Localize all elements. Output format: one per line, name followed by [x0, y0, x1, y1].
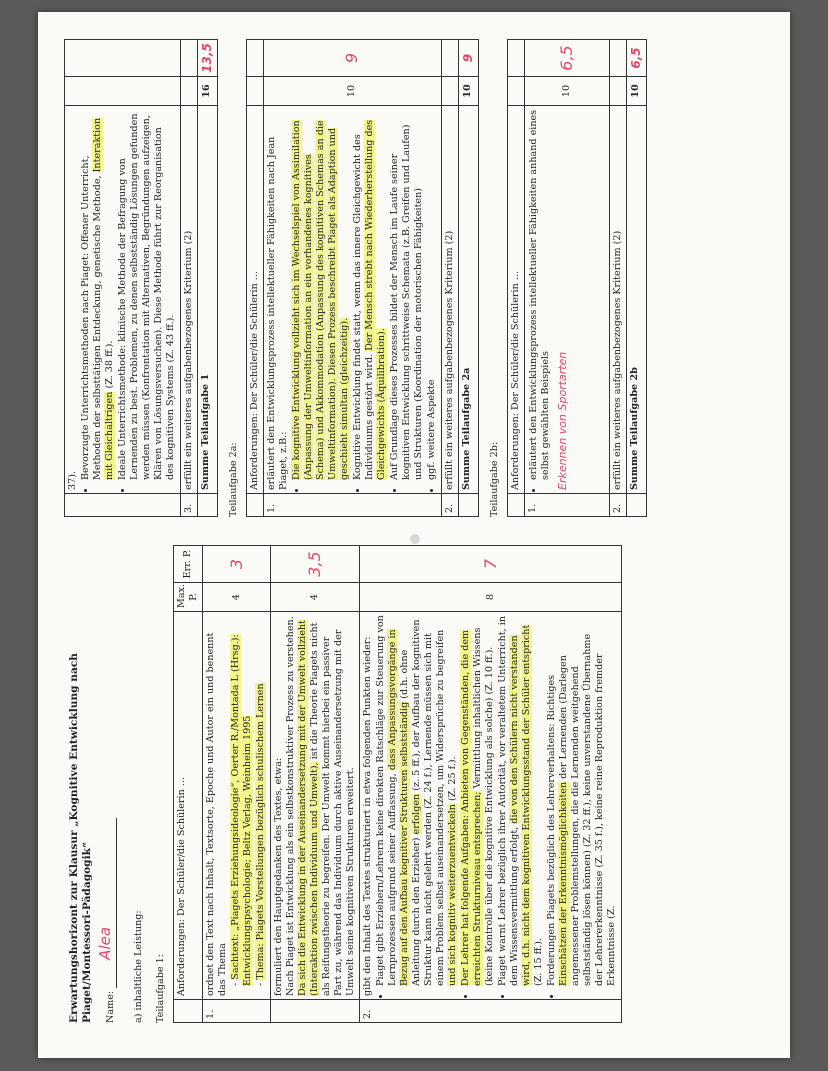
name-underline [96, 818, 117, 988]
highlighted-text: Interaktion mit Gleichaltrigen [91, 117, 115, 480]
handwritten-score: 7 [480, 558, 500, 570]
name-line [96, 545, 117, 1023]
handwritten-name: Alea [96, 926, 115, 960]
plain-text: (Z. 25 f.). [447, 756, 459, 801]
plain-text: (d.h. ohne Anleitung durch den Erzieher) [399, 649, 423, 986]
table-row [180, 40, 197, 517]
header-requirements: Anforderungen: Der Schüler/die Schülerin ... [507, 106, 524, 494]
requirement-text: ordnet den Text nach Inhalt, Textsorte, Epoche und Autor ein und benennt das Thema [205, 632, 229, 996]
header-err: Err. P. [174, 546, 203, 583]
plain-text: Piaget warnt Lehrer bezüglich ihrer Autorität, vor veraltetem Unterricht, in dem Wissensvermittlung erfolgt, [497, 615, 521, 986]
table-row [360, 546, 622, 1023]
plain-text: (Z. 38 ff.). [103, 340, 115, 389]
requirement-text: gibt den Inhalt des Textes strukturiert in etwa folgenden Punkten wieder: [362, 636, 374, 996]
plain-text: Nach Piaget ist Entwicklung als ein selbstkonstruktiver Prozess zu verstehen. [285, 616, 297, 996]
task1-table-continued [64, 39, 218, 517]
left-column [64, 545, 622, 1023]
highlighted-text: Thema: Piagets Vorstellungen bezüglich schulischem Lernen [255, 683, 267, 980]
plain-text: Piaget gibt Erziehern/Lehrern keine direkten Ratschläge zur Steuerung von Lernprozessen aufgrund seiner Auffassung, [375, 615, 399, 986]
table-header-row [507, 40, 524, 517]
continued-text: 37). [67, 470, 78, 490]
highlighted-text: Da sich die Entwicklung in der Auseinandersetzung mit der Umwelt vollzieht (Interaktion zwischen Individuum und Umwelt), [297, 620, 321, 996]
highlighted-text: die von den Schülern nicht verstanden wird, d.h. nicht dem kognitiven Entwicklungsstand der Schüler entspricht [509, 624, 533, 986]
requirement-list [528, 109, 552, 490]
plain-text: Forderungen Piagets bezüglich des Lehrerverhaltens: Richtiges [545, 674, 557, 986]
plain-text: der Lernenden (Darlegen angemessener Problemstellungen, die die Lernenden weitgehend selbstständig lösen können) (Z. 32 ff.), keine unverstandene Übernahme der Lehrererkenntnisse (Z. 35 f.), keine reine Reproduktion fremder Erkenntnisse (Z. [557, 633, 617, 986]
plain-text: Auf Grundlage dieses Prozesses bildet der Mensch im Laufe seiner kognitiven Entwicklung schrittweise Schemata (z.B. Greifen und Laufen) und Strukturen (Koordination der motorischen Fähigkeiten) [388, 124, 424, 480]
row-number: 1. [263, 494, 441, 517]
header-max: Max. P. [174, 583, 203, 612]
handwritten-score: 6,5 [556, 45, 576, 71]
requirement-text: formuliert den Hauptgedanken des Textes, etwa: [273, 757, 285, 996]
sum-max: 10 [626, 77, 646, 106]
max-points: 10 [263, 77, 441, 106]
highlighted-text: Einschätzen der Erkenntnismöglichkeiten [557, 781, 569, 986]
row-number: 1. [203, 1000, 271, 1023]
table-row [524, 40, 609, 517]
handwritten-score: 9 [460, 53, 475, 63]
requirement-text: erläutert den Entwicklungsprozess intellektueller Fähigkeiten nach Jean Piaget, z.B.: [265, 136, 289, 490]
sum-row [626, 40, 646, 517]
handwritten-score: 3 [226, 558, 246, 570]
sum-max: 16 [197, 77, 217, 106]
highlighted-text: dass Anpassungsvorgänge in Bezug auf den Aufbau kognitiver Strukturen selbstständig [387, 629, 411, 986]
header-requirements: Anforderungen: Der Schüler/die Schülerin ... [246, 106, 263, 494]
table-row [203, 546, 271, 1023]
highlighted-text: Der Lehrer hat folgende Aufgaben: Anbieten von Gegenständen, die dem erreichten Strukturniveau entsprechen; [460, 629, 484, 986]
highlighted-text: Der Mensch strebt nach Wiederherstellung des Gleichgewichts (Äquilibration). [363, 119, 387, 480]
sum-row [458, 40, 478, 517]
task2b-table [507, 39, 647, 517]
table-row [65, 40, 181, 517]
plain-text: Bevorzugte Unterrichtsmethoden nach Piaget: Offener Unterricht, Methoden der selbsttätigen Entdeckung, genetische Methode, [79, 155, 103, 480]
task2a-label: Teilaufgabe 2a: [227, 442, 239, 517]
task1-label: Teilaufgabe 1: [155, 954, 167, 1023]
plain-text: Kognitive Entwicklung findet statt, wenn das innere Gleichgewicht des Individuums gestört wird. [351, 134, 375, 480]
plain-text: (z. 5 ff.), der Aufbau der kognitiven Struktur kann nicht gelehrt werden (Z. 24 f.), Lernende müssen sich mit einem Problem selbst auseinandersetzen, um Widersprüche zu begreifen [411, 619, 447, 986]
section-a-label: a) inhaltliche Leistung: [133, 910, 145, 1023]
plain-text: ist die Theorie Piagets nicht als Reifungstheorie zu begreifen. Der Umwelt kommt hierbei ein passiver Part zu, während das Individuum durch aktive Auseinandersetzung mit der Umwelt seine kognitiven Strukturen erweitert. [309, 622, 357, 996]
row-number: 2. [360, 1000, 622, 1023]
requirement-list [230, 615, 267, 996]
plain-text: Vermittlung inhaltlichen Wissens (keine Kontrolle über die kognitive Entwicklung als solche) (Z. 10 ff.). [472, 627, 496, 986]
max-points: 8 [360, 583, 622, 612]
requirement-text: erläutert den Entwicklungsprozess intellektueller Fähigkeiten anhand eines selbst gewählten Beispiels [527, 109, 551, 480]
highlighted-text: Die kognitive Entwicklung vollzieht sich im Wechselspiel von Assimilation (Anpassung der Umweltinformation an ein vorhandenes kognitives Schema) und Akkommodation (Anpassung des kognitiven Schemas an die Umweltinformation). Diesen Prozess beschreibt Piaget als Adaption und geschieht simultan (gleichzeitig). [290, 120, 350, 480]
requirement-text: erfüllt ein weiteres aufgabenbezogenes Kriterium (2) [609, 106, 626, 494]
handwritten-note: Erkennen von Sportarten [555, 351, 569, 490]
handwritten-score: 13,5 [199, 43, 214, 73]
row-number: 1. [524, 494, 609, 517]
table-header-row [246, 40, 263, 517]
task1-table [173, 545, 621, 1023]
sum-label: Summe Teilaufgabe 2b [626, 106, 646, 494]
max-points: 10 [524, 77, 609, 106]
max-points: 4 [271, 583, 360, 612]
sum-row [197, 40, 217, 517]
table-row [263, 40, 441, 517]
highlighted-text: erfolgen [411, 793, 423, 835]
highlighted-text: und sich kognitiv weiterzuentwickeln [447, 804, 459, 986]
handwritten-score: 3,5 [305, 551, 325, 577]
right-column [64, 39, 647, 517]
requirement-text: erfüllt ein weiteres aufgabenbezogenes Kriterium (2) [441, 106, 458, 494]
table-row [441, 40, 458, 517]
table-row [609, 40, 626, 517]
requirement-list [291, 109, 438, 490]
row-number: 3. [180, 494, 197, 517]
plain-text: ggf. weitere Aspekte [425, 379, 437, 480]
task2b-label: Teilaufgabe 2b: [488, 441, 500, 517]
task2a-table [246, 39, 479, 517]
table-header-row [174, 546, 203, 1023]
header-requirements: Anforderungen: Der Schüler/die Schülerin ... [174, 612, 203, 1000]
sum-max: 10 [458, 77, 478, 106]
sum-label: Summe Teilaufgabe 1 [197, 106, 217, 494]
scanned-page [38, 12, 790, 1058]
plain-text: Ideale Unterrichtsmethode: klinische Methode der Befragung von Lernenden zu best. Problemen, zu denen selbstständig Lösungen gefunden werden müssen (Konfrontation mit Alternativen, Begründungen aufzeigen, Klären von Lösungsversuchen). Diese Methode führt zur Reorganisation des kognitiven Systems (Z. 43 ff.). [116, 113, 176, 480]
row-number: 2. [441, 494, 458, 517]
handwritten-score: 6,5 [628, 47, 643, 69]
requirement-text: erfüllt ein weiteres aufgabenbezogenes Kriterium (2) [180, 106, 197, 494]
plain-text: (Z. 15 ff.). [533, 938, 544, 986]
sum-label: Summe Teilaufgabe 2a [458, 106, 478, 494]
name-label: Name: [105, 990, 117, 1023]
row-number: 2. [609, 494, 626, 517]
handwritten-score: 9 [342, 52, 362, 64]
requirement-list [375, 615, 618, 996]
max-points: 4 [203, 583, 271, 612]
requirement-list [80, 109, 177, 490]
rotated-content [44, 15, 784, 1055]
document-title: Erwartungshorizont zur Klausur „Kognitive Entwicklung nach Piaget/Montessori-Pädagogik“ [68, 653, 94, 1023]
table-row [271, 546, 360, 1023]
highlighted-text: Sachtext: „Piagets Erziehungsideologie“, Oerter R./Montada L (Hrsg.): Entwicklungspsychologie; Beltz Verlag, Weinheim 1995 [230, 634, 254, 986]
